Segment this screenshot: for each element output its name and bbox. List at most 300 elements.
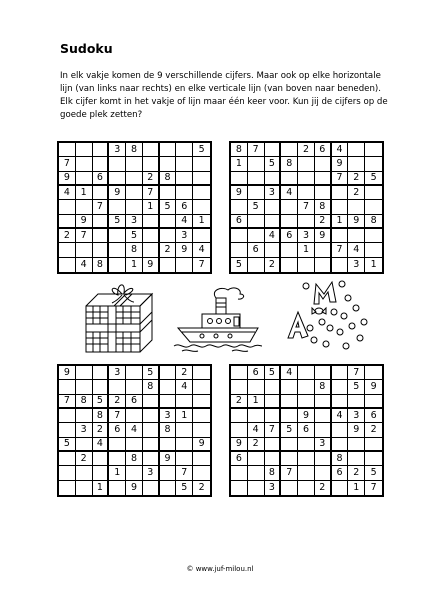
- sudoku-cell: [315, 466, 332, 480]
- sudoku-cell: 9: [59, 172, 76, 186]
- sudoku-cell: [281, 172, 298, 186]
- sudoku-cell: [315, 186, 332, 200]
- sudoku-cell: [281, 200, 298, 214]
- sudoku-cell: 1: [126, 258, 143, 272]
- sudoku-cell: [231, 423, 248, 437]
- sudoku-cell: [332, 395, 349, 409]
- sudoku-cell: [193, 466, 210, 480]
- sudoku-cell: [332, 366, 349, 380]
- sudoku-cell: 7: [370, 482, 377, 494]
- sudoku-cell: [265, 200, 282, 214]
- sudoku-cell: [143, 452, 160, 466]
- sudoku-cell: [160, 380, 177, 394]
- sudoku-cell: [160, 186, 177, 200]
- sudoku-cell: 8: [160, 423, 177, 437]
- sudoku-cell: 4: [176, 380, 193, 394]
- sudoku-cell: [315, 423, 332, 437]
- sudoku-cell: [109, 243, 126, 257]
- sudoku-cell: 4: [248, 423, 265, 437]
- sudoku-cell: 9: [143, 258, 160, 272]
- sudoku-cell: 2: [160, 243, 177, 257]
- sudoku-cell: [281, 452, 298, 466]
- sudoku-cell: 2: [298, 143, 315, 157]
- sudoku-cell: [109, 229, 126, 243]
- sudoku-cell: 8: [93, 258, 110, 272]
- sudoku-cell: [126, 157, 143, 171]
- sudoku-cell: [298, 258, 315, 272]
- sudoku-cell: 7: [176, 466, 193, 480]
- sudoku-cell: [160, 481, 177, 495]
- sudoku-cell: [332, 481, 349, 495]
- sudoku-cell: 2: [348, 186, 365, 200]
- sudoku-cell: 9: [160, 452, 177, 466]
- sudoku-cell: [348, 229, 365, 243]
- sudoku-cell: [93, 186, 110, 200]
- sudoku-cell: [93, 243, 110, 257]
- sudoku-cell: [348, 200, 365, 214]
- sudoku-cell: 5: [248, 200, 265, 214]
- sudoku-cell: 5: [109, 215, 126, 229]
- sudoku-cell: 8: [126, 243, 143, 257]
- sudoku-cell: 3: [76, 423, 93, 437]
- sudoku-cell: [265, 452, 282, 466]
- sudoku-cell: [143, 215, 160, 229]
- sudoku-cell: [76, 200, 93, 214]
- sudoku-cell: [281, 395, 298, 409]
- sudoku-cell: [93, 215, 110, 229]
- sudoku-cell: 2: [76, 452, 93, 466]
- sudoku-cell: 7: [93, 200, 110, 214]
- sudoku-cell: 6: [365, 409, 382, 423]
- sudoku-cell: [193, 395, 210, 409]
- sudoku-cell: 5: [365, 172, 382, 186]
- sudoku-cell: 1: [248, 395, 265, 409]
- sudoku-cell: 7: [59, 395, 76, 409]
- sudoku-cell: 9: [126, 481, 143, 495]
- gift-box-illustration: [78, 278, 156, 356]
- sudoku-cell: 1: [176, 409, 193, 423]
- sudoku-cell: 9: [231, 438, 248, 452]
- sudoku-cell: [93, 366, 110, 380]
- sudoku-cell: [76, 380, 93, 394]
- sudoku-cell: [248, 157, 265, 171]
- sudoku-cell: [281, 258, 298, 272]
- sudoku-cell: [365, 438, 382, 452]
- sudoku-cell: 9: [365, 380, 382, 394]
- sudoku-cell: [93, 143, 110, 157]
- sudoku-cell: [176, 452, 193, 466]
- sudoku-cell: [231, 366, 248, 380]
- sudoku-cell: [126, 172, 143, 186]
- sudoku-cell: [176, 143, 193, 157]
- sudoku-cell: 6: [248, 243, 265, 257]
- sudoku-cell: [265, 215, 282, 229]
- sudoku-cell: 3: [265, 186, 282, 200]
- sudoku-cell: [193, 366, 210, 380]
- sudoku-cell: 2: [109, 395, 126, 409]
- sudoku-cell: 1: [109, 466, 126, 480]
- sudoku-cell: [160, 395, 177, 409]
- sudoku-cell: [93, 452, 110, 466]
- sudoku-cell: 3: [143, 466, 160, 480]
- sudoku-grid-2: [229, 141, 384, 274]
- sudoku-cell: 8: [315, 380, 332, 394]
- page-title: Sudoku: [60, 41, 113, 56]
- sudoku-cell: 9: [298, 409, 315, 423]
- sudoku-cell: [76, 243, 93, 257]
- sudoku-cell: [298, 157, 315, 171]
- sudoku-cell: 8: [365, 215, 382, 229]
- sudoku-cell: [109, 157, 126, 171]
- sudoku-cell: 1: [76, 186, 93, 200]
- sudoku-cell: [193, 380, 210, 394]
- sudoku-cell: [315, 395, 332, 409]
- sudoku-cell: 6: [126, 395, 143, 409]
- sudoku-cell: [248, 466, 265, 480]
- sudoku-cell: [332, 229, 349, 243]
- copyright-footer: © www.juf-milou.nl: [186, 565, 254, 573]
- sudoku-cell: [348, 143, 365, 157]
- sudoku-cell: [76, 409, 93, 423]
- sudoku-cell: [231, 380, 248, 394]
- sudoku-cell: [143, 157, 160, 171]
- sudoku-cell: 2: [231, 395, 248, 409]
- sudoku-cell: [76, 466, 93, 480]
- sudoku-cell: 8: [281, 157, 298, 171]
- sudoku-cell: [315, 243, 332, 257]
- sudoku-cell: [59, 143, 76, 157]
- sudoku-cell: [109, 258, 126, 272]
- sudoku-cell: 4: [193, 243, 210, 257]
- sudoku-cell: [126, 366, 143, 380]
- sudoku-cell: 9: [348, 215, 365, 229]
- sudoku-cell: 6: [315, 143, 332, 157]
- sudoku-cell: 1: [93, 481, 110, 495]
- sudoku-cell: 1: [370, 259, 377, 271]
- sudoku-cell: 2: [248, 438, 265, 452]
- sudoku-cell: [265, 172, 282, 186]
- sudoku-cell: 9: [332, 157, 349, 171]
- sudoku-cell: [160, 143, 177, 157]
- sudoku-cell: 2: [348, 172, 365, 186]
- sudoku-cell: 4: [126, 423, 143, 437]
- sudoku-cell: 8: [76, 395, 93, 409]
- sudoku-cell: [160, 466, 177, 480]
- sudoku-cell: [281, 438, 298, 452]
- sudoku-cell: [59, 243, 76, 257]
- sudoku-cell: 6: [332, 466, 349, 480]
- sudoku-cell: [193, 157, 210, 171]
- sudoku-cell: [59, 380, 76, 394]
- sudoku-cell: 7: [143, 186, 160, 200]
- sudoku-cell: 2: [365, 423, 382, 437]
- sudoku-cell: [143, 409, 160, 423]
- sudoku-cell: [315, 258, 332, 272]
- sudoku-cell: 5: [176, 481, 193, 495]
- sudoku-cell: [59, 452, 76, 466]
- sudoku-cell: [231, 243, 248, 257]
- sudoku-cell: [315, 157, 332, 171]
- sudoku-cell: [76, 157, 93, 171]
- sudoku-cell: 7: [59, 157, 76, 171]
- sudoku-cell: 9: [231, 186, 248, 200]
- sudoku-cell: 5: [365, 466, 382, 480]
- sudoku-cell: 8: [265, 466, 282, 480]
- sudoku-cell: [193, 186, 210, 200]
- sudoku-cell: [298, 172, 315, 186]
- sudoku-cell: [315, 172, 332, 186]
- sudoku-cell: [298, 395, 315, 409]
- sudoku-cell: [176, 258, 193, 272]
- sudoku-cell: [160, 366, 177, 380]
- sudoku-cell: [126, 466, 143, 480]
- sudoku-cell: [365, 143, 382, 157]
- sudoku-cell: [365, 395, 382, 409]
- sudoku-cell: [365, 157, 382, 171]
- sudoku-cell: [126, 438, 143, 452]
- sudoku-cell: 1: [348, 481, 365, 495]
- sudoku-cell: 6: [231, 452, 248, 466]
- sudoku-cell: [231, 229, 248, 243]
- sudoku-cell: [143, 229, 160, 243]
- sudoku-cell: [59, 200, 76, 214]
- sudoku-cell: 5: [265, 157, 282, 171]
- sudoku-cell: 8: [126, 452, 143, 466]
- sudoku-cell: 9: [348, 423, 365, 437]
- sudoku-cell: [281, 215, 298, 229]
- sudoku-cell: 8: [315, 200, 332, 214]
- sudoku-cell: 2: [93, 423, 110, 437]
- sudoku-cell: [332, 186, 349, 200]
- sudoku-cell: [248, 452, 265, 466]
- sudoku-cell: 6: [231, 215, 248, 229]
- sudoku-cell: [193, 172, 210, 186]
- sudoku-cell: [109, 380, 126, 394]
- sudoku-cell: [298, 186, 315, 200]
- sudoku-cell: 9: [59, 366, 76, 380]
- sudoku-cell: 7: [348, 366, 365, 380]
- sudoku-grid-3: [57, 364, 212, 497]
- sudoku-cell: [365, 452, 382, 466]
- sudoku-grid-4: [229, 364, 384, 497]
- sudoku-cell: [193, 229, 210, 243]
- sudoku-cell: [231, 409, 248, 423]
- sudoku-cell: [348, 157, 365, 171]
- sudoku-cell: 7: [109, 409, 126, 423]
- sudoku-cell: [143, 243, 160, 257]
- sudoku-cell: 5: [93, 395, 110, 409]
- sudoku-cell: [76, 438, 93, 452]
- sudoku-cell: 3: [348, 258, 365, 272]
- sudoku-cell: [265, 395, 282, 409]
- sudoku-cell: [193, 452, 210, 466]
- sudoku-cell: 5: [126, 229, 143, 243]
- sudoku-cell: 3: [298, 229, 315, 243]
- sudoku-cell: [59, 409, 76, 423]
- sudoku-cell: [109, 438, 126, 452]
- sudoku-cell: [126, 380, 143, 394]
- sudoku-cell: [231, 466, 248, 480]
- sudoku-cell: 8: [332, 452, 349, 466]
- sudoku-cell: [332, 200, 349, 214]
- sudoku-cell: [265, 438, 282, 452]
- sudoku-cell: 4: [59, 186, 76, 200]
- sudoku-cell: [365, 186, 382, 200]
- sudoku-cell: 2: [265, 258, 282, 272]
- sudoku-cell: [109, 452, 126, 466]
- sudoku-cell: [59, 481, 76, 495]
- sudoku-cell: [298, 466, 315, 480]
- sudoku-cell: 7: [332, 243, 349, 257]
- sudoku-cell: 5: [348, 380, 365, 394]
- sudoku-cell: 4: [348, 243, 365, 257]
- sudoku-cell: [298, 481, 315, 495]
- sudoku-cell: [231, 481, 248, 495]
- sudoku-cell: [332, 380, 349, 394]
- sudoku-cell: [298, 438, 315, 452]
- sudoku-cell: 7: [265, 423, 282, 437]
- sudoku-cell: 1: [193, 215, 210, 229]
- sudoku-grid-1: [57, 141, 212, 274]
- sudoku-cell: [126, 409, 143, 423]
- sudoku-cell: [281, 143, 298, 157]
- sudoku-cell: [315, 452, 332, 466]
- sudoku-cell: [176, 157, 193, 171]
- sudoku-cell: [93, 380, 110, 394]
- sudoku-cell: 6: [176, 200, 193, 214]
- sudoku-cell: [248, 186, 265, 200]
- sudoku-cell: 7: [198, 259, 205, 271]
- sudoku-cell: [332, 438, 349, 452]
- sudoku-cell: [76, 172, 93, 186]
- sudoku-cell: 3: [160, 409, 177, 423]
- sudoku-cell: [143, 395, 160, 409]
- sudoku-cell: [93, 157, 110, 171]
- sudoku-cell: [231, 200, 248, 214]
- sudoku-cell: [248, 215, 265, 229]
- sudoku-cell: 8: [93, 409, 110, 423]
- sudoku-cell: [298, 215, 315, 229]
- sudoku-cell: [365, 229, 382, 243]
- sudoku-cell: [281, 380, 298, 394]
- sudoku-cell: [248, 409, 265, 423]
- sudoku-cell: 9: [176, 243, 193, 257]
- sudoku-cell: [248, 229, 265, 243]
- sudoku-cell: [248, 258, 265, 272]
- sudoku-cell: [126, 200, 143, 214]
- sudoku-cell: [109, 481, 126, 495]
- sudoku-cell: 2: [176, 366, 193, 380]
- sudoku-cell: 6: [281, 229, 298, 243]
- sudoku-cell: 5: [231, 258, 248, 272]
- sudoku-cell: 2: [59, 229, 76, 243]
- sudoku-cell: [248, 380, 265, 394]
- sudoku-cell: [265, 143, 282, 157]
- sudoku-cell: 3: [176, 229, 193, 243]
- sudoku-cell: [281, 409, 298, 423]
- sudoku-cell: [176, 395, 193, 409]
- sudoku-cell: [332, 258, 349, 272]
- sudoku-cell: [365, 200, 382, 214]
- sudoku-cell: [315, 366, 332, 380]
- sudoku-cell: [176, 172, 193, 186]
- sudoku-cell: [160, 157, 177, 171]
- sudoku-cell: 8: [143, 380, 160, 394]
- sudoku-cell: 5: [193, 143, 210, 157]
- sudoku-cell: 3: [265, 481, 282, 495]
- sudoku-cell: 5: [59, 438, 76, 452]
- sudoku-cell: 4: [332, 143, 349, 157]
- sudoku-cell: [143, 438, 160, 452]
- sudoku-cell: [93, 466, 110, 480]
- sudoku-cell: [193, 423, 210, 437]
- sudoku-cell: 3: [109, 143, 126, 157]
- sudoku-cell: 2: [143, 172, 160, 186]
- sudoku-cell: 6: [93, 172, 110, 186]
- sudoku-cell: [176, 423, 193, 437]
- sudoku-cell: 1: [298, 243, 315, 257]
- sudoku-cell: [298, 380, 315, 394]
- sudoku-cell: 7: [281, 466, 298, 480]
- sudoku-cell: [298, 452, 315, 466]
- sudoku-cell: 2: [315, 215, 332, 229]
- sudoku-cell: [76, 143, 93, 157]
- sudoku-cell: 9: [315, 229, 332, 243]
- sudoku-cell: [143, 481, 160, 495]
- sudoku-cell: [176, 186, 193, 200]
- sudoku-cell: [281, 481, 298, 495]
- sudoku-cell: [193, 409, 210, 423]
- sudoku-cell: [365, 366, 382, 380]
- sudoku-cell: [59, 423, 76, 437]
- sudoku-cell: [59, 466, 76, 480]
- sudoku-cell: 4: [281, 366, 298, 380]
- sudoku-cell: 3: [348, 409, 365, 423]
- sudoku-cell: 8: [160, 172, 177, 186]
- sudoku-cell: [265, 243, 282, 257]
- sudoku-cell: [348, 452, 365, 466]
- sudoku-cell: [193, 200, 210, 214]
- sudoku-cell: [93, 229, 110, 243]
- instructions-text: In elk vakje komen de 9 verschillende cijfers. Maar ook op elke horizontale lijn (van links naar rechts) en elke verticale lijn (van boven naar beneden). Elk cijfer komt in het vakje of lijn maar één keer voor. Kun jij de cijfers op de goede plek zetten?: [60, 71, 388, 120]
- sudoku-cell: [109, 200, 126, 214]
- sudoku-cell: [248, 481, 265, 495]
- sudoku-cell: 3: [315, 438, 332, 452]
- sudoku-cell: [281, 243, 298, 257]
- sudoku-cell: 3: [126, 215, 143, 229]
- sudoku-cell: [160, 438, 177, 452]
- sudoku-cell: 2: [348, 466, 365, 480]
- sudoku-cell: [348, 395, 365, 409]
- sudoku-cell: [298, 366, 315, 380]
- sudoku-cell: 7: [248, 143, 265, 157]
- sudoku-cell: [143, 143, 160, 157]
- sudoku-cell: 4: [93, 438, 110, 452]
- sudoku-cell: 4: [76, 258, 93, 272]
- sudoku-cell: 9: [109, 186, 126, 200]
- sudoku-cell: 7: [298, 200, 315, 214]
- sudoku-cell: 1: [231, 157, 248, 171]
- sudoku-cell: 8: [231, 143, 248, 157]
- sudoku-cell: 9: [76, 215, 93, 229]
- sudoku-cell: 2: [198, 482, 205, 494]
- sudoku-cell: [315, 409, 332, 423]
- sudoku-cell: [248, 172, 265, 186]
- sudoku-cell: 4: [332, 409, 349, 423]
- sudoku-cell: [365, 243, 382, 257]
- sudoku-cell: [76, 481, 93, 495]
- sudoku-cell: [265, 409, 282, 423]
